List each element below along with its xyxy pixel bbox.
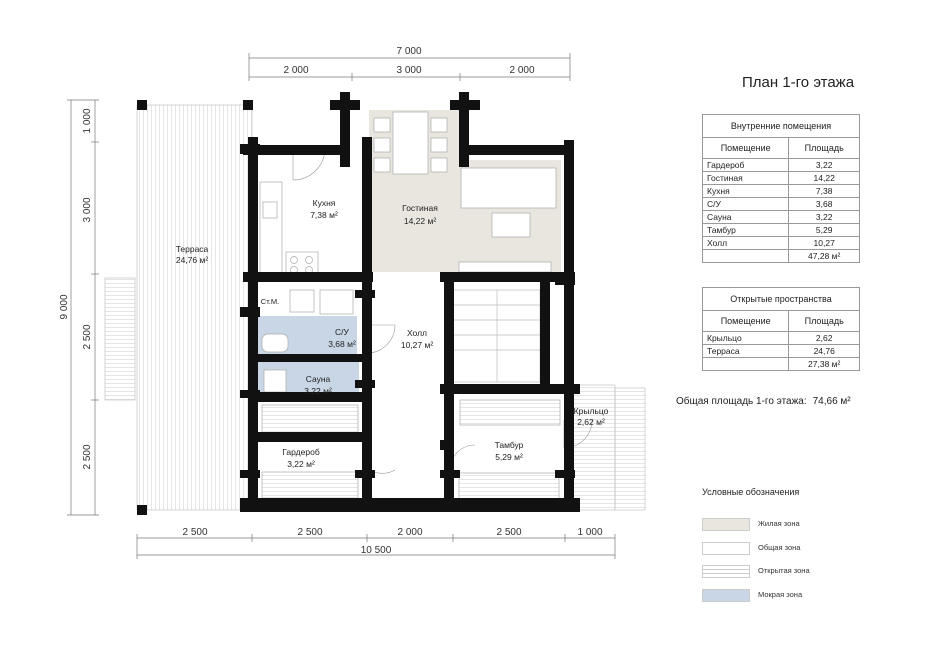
open-total: 27,38 м² [789, 358, 860, 371]
open-col-room: Помещение [703, 311, 789, 332]
room-hall-area: 10,27 м² [400, 340, 434, 350]
total-area-label: Общая площадь 1-го этажа: [676, 396, 807, 407]
terrace-steps [105, 278, 135, 400]
dim-left-total: 9 000 [59, 294, 70, 320]
dim-top-1: 2 000 [283, 65, 309, 76]
cell-area: 3,22 [789, 211, 860, 224]
dim-left-3: 2 500 [82, 324, 93, 350]
dim-top-3: 2 000 [509, 65, 535, 76]
legend-swatch-wet [702, 589, 750, 602]
room-kitchen-name: Кухня [312, 198, 336, 208]
legend-swatch-open [702, 565, 750, 578]
legend-label-open: Открытая зона [758, 566, 810, 575]
legend-label-living: Жилая зона [758, 519, 800, 528]
cell-room: Гардероб [703, 159, 789, 172]
table-row [703, 211, 860, 224]
cell-room: Холл [703, 237, 789, 250]
cell-room: Кухня [703, 185, 789, 198]
table-row [703, 224, 860, 237]
cell-empty [703, 250, 789, 263]
cell-room: Сауна [703, 211, 789, 224]
room-washer-name: Ст.М. [260, 297, 280, 306]
dim-left-4: 2 500 [82, 444, 93, 470]
dim-bottom-5: 1 000 [577, 527, 603, 538]
table-row [703, 172, 860, 185]
cell-area: 3,22 [789, 159, 860, 172]
cell-area: 14,22 [789, 172, 860, 185]
room-wardrobe-area: 3,22 м² [287, 459, 315, 469]
room-vestibule-area: 5,29 м² [495, 452, 523, 462]
table-total-row [703, 250, 860, 263]
legend-label-wet: Мокрая зона [758, 590, 803, 599]
cell-area: 3,68 [789, 198, 860, 211]
room-bath-name: С/У [335, 327, 349, 337]
room-porch-name: Крыльцо [573, 406, 609, 416]
terrace-area [137, 105, 252, 510]
cell-room: Гостиная [703, 172, 789, 185]
legend-swatch-living [702, 518, 750, 531]
cell-empty [703, 358, 789, 371]
legend-swatch-common [702, 542, 750, 555]
dim-bottom-4: 2 500 [496, 527, 522, 538]
total-area-value: 74,66 м² [812, 396, 851, 407]
room-bath-area: 3,68 м² [328, 339, 356, 349]
table-row [703, 185, 860, 198]
room-terrace-area: 24,76 м² [175, 255, 209, 265]
room-terrace-name: Терраса [175, 244, 209, 254]
room-living-area: 14,22 м² [403, 216, 437, 226]
table-row [703, 159, 860, 172]
dim-left-1: 1 000 [82, 108, 93, 134]
table-row [703, 345, 860, 358]
cell-room: Тамбур [703, 224, 789, 237]
inner-col-room: Помещение [703, 138, 789, 159]
cell-area: 24,76 [789, 345, 860, 358]
room-kitchen-area: 7,38 м² [310, 210, 338, 220]
cell-room: Терраса [703, 345, 789, 358]
room-wardrobe-name: Гардероб [282, 447, 320, 457]
table-total-row [703, 358, 860, 371]
open-table-caption: Открытые пространства [703, 288, 860, 311]
staircase [453, 290, 540, 382]
dim-top-2: 3 000 [396, 65, 422, 76]
dim-bottom-2: 2 500 [297, 527, 323, 538]
dim-bottom-1: 2 500 [182, 527, 208, 538]
inner-table-caption: Внутренние помещения [703, 115, 860, 138]
cell-room: Крыльцо [703, 332, 789, 345]
dim-top-total: 7 000 [396, 46, 422, 57]
room-sauna-area: 3,22 м² [304, 386, 332, 396]
room-vestibule-name: Тамбур [494, 440, 524, 450]
room-sauna-name: Сауна [305, 374, 331, 384]
cell-area: 7,38 [789, 185, 860, 198]
inner-rooms-table [702, 114, 860, 263]
cell-room: С/У [703, 198, 789, 211]
cell-area: 2,62 [789, 332, 860, 345]
inner-col-area: Площадь [789, 138, 860, 159]
legend-label-common: Общая зона [758, 543, 801, 552]
dim-bottom-3: 2 000 [397, 527, 423, 538]
inner-total: 47,28 м² [789, 250, 860, 263]
room-hall-name: Холл [406, 328, 428, 338]
cell-area: 10,27 [789, 237, 860, 250]
open-spaces-table [702, 287, 860, 371]
table-row [703, 332, 860, 345]
dim-bottom-total: 10 500 [360, 545, 392, 556]
room-porch-area: 2,62 м² [577, 417, 605, 427]
open-col-area: Площадь [789, 311, 860, 332]
legend-title: Условные обозначения [702, 487, 800, 497]
cell-area: 5,29 [789, 224, 860, 237]
table-row [703, 237, 860, 250]
room-living-name: Гостиная [402, 203, 438, 213]
table-row [703, 198, 860, 211]
dim-left-2: 3 000 [82, 197, 93, 223]
plan-title: План 1-го этажа [742, 74, 855, 91]
porch-steps [615, 388, 645, 510]
total-area [676, 396, 851, 407]
